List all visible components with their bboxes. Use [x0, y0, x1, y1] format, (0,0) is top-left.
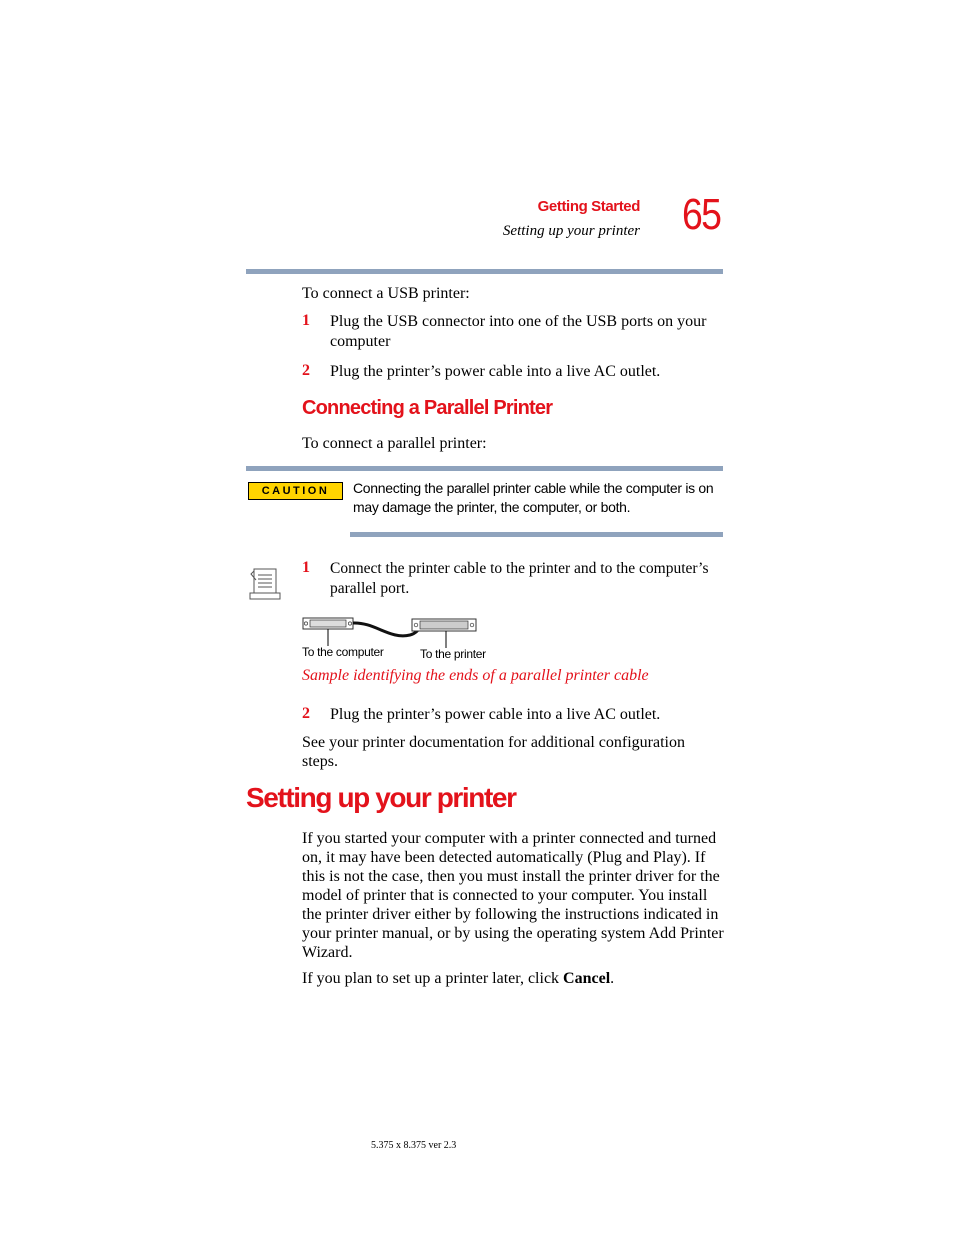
- caution-text: Connecting the parallel printer cable while the computer is on may damage the printer, the computer, or both.: [353, 480, 714, 515]
- setup-later-prefix: If you plan to set up a printer later, click: [302, 970, 564, 987]
- cancel-keyword: Cancel: [563, 970, 611, 987]
- parallel-step-1-number: 1: [302, 559, 310, 576]
- usb-step-2-number: 2: [302, 362, 310, 379]
- setup-later-paragraph: [302, 970, 614, 988]
- page-footer: 5.375 x 8.375 ver 2.3: [371, 1140, 457, 1151]
- setup-paragraph: If you started your computer with a printer connected and turned on, it may have been detected automatically (Plug and Play). If this is not the case, then you must install the printer driver for the model of printer that is connected to your computer. You install the printer driver either by following the instructions indicated in your printer manual, or by using the operating system Add Printer Wizard.: [302, 830, 724, 961]
- caution-badge: CAUTION: [248, 482, 343, 500]
- see-also-text: See your printer documentation for additional configuration steps.: [302, 734, 685, 770]
- figure-caption: Sample identifying the ends of a parallel printer cable: [302, 667, 649, 684]
- parallel-heading: Connecting a Parallel Printer: [302, 397, 553, 419]
- checklist-icon: [248, 566, 282, 607]
- running-header-subsection: Setting up your printer: [502, 223, 640, 239]
- setup-later-suffix: .: [610, 970, 615, 987]
- parallel-intro: To connect a parallel printer:: [302, 435, 487, 452]
- usb-step-1-text: Plug the USB connector into one of the USB ports on your computer: [330, 313, 707, 350]
- setup-heading: Setting up your printer: [246, 782, 516, 813]
- callout-to-computer: To the computer: [302, 645, 384, 659]
- header-rule: [246, 269, 723, 274]
- parallel-step-2-text: Plug the printer’s power cable into a live AC outlet.: [330, 706, 661, 723]
- parallel-step-1-text: Connect the printer cable to the printer and to the computer’s parallel port.: [330, 560, 709, 597]
- running-header-section: Getting Started: [537, 198, 640, 215]
- caution-top-rule: [246, 466, 723, 471]
- page-number: 65: [682, 190, 721, 239]
- callout-to-printer: To the printer: [420, 647, 486, 661]
- caution-bottom-rule: [350, 532, 723, 537]
- usb-step-1-number: 1: [302, 312, 310, 329]
- usb-intro: To connect a USB printer:: [302, 285, 470, 302]
- usb-step-2-text: Plug the printer’s power cable into a live AC outlet.: [330, 363, 661, 380]
- parallel-step-2-number: 2: [302, 705, 310, 722]
